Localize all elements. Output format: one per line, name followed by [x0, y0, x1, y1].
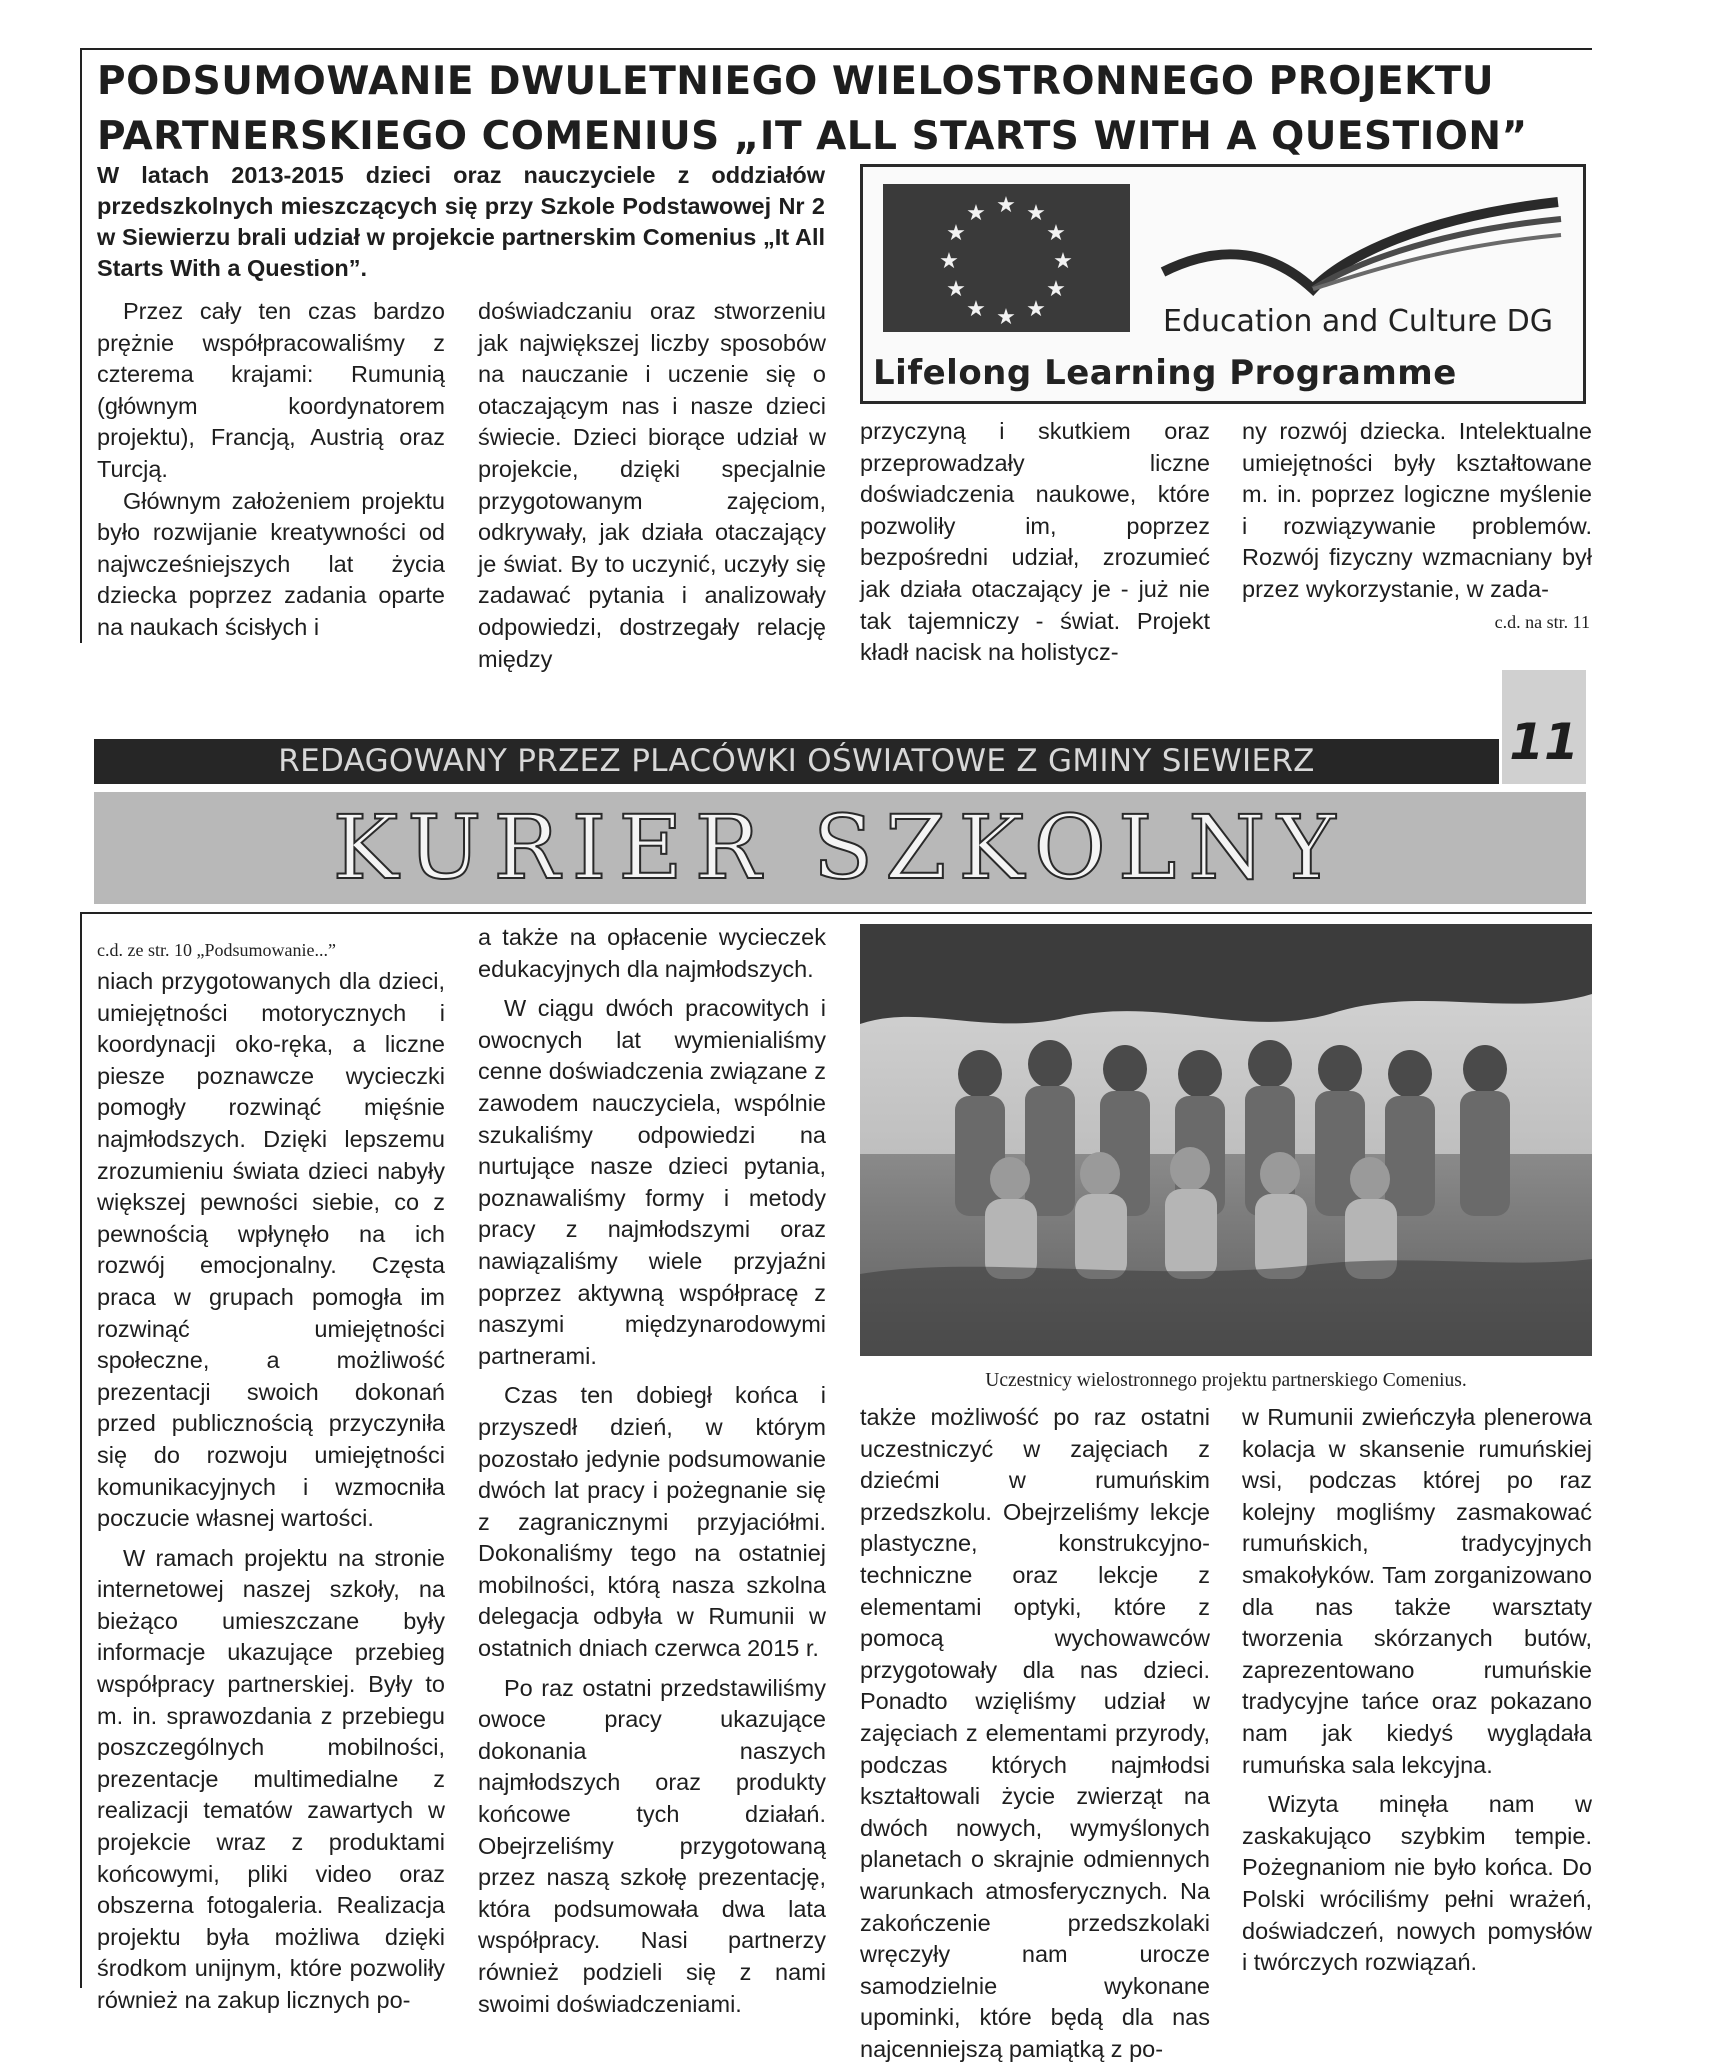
masthead-banner: REDAGOWANY PRZEZ PLACÓWKI OŚWIATOWE Z GMINY SIEWIERZ — [94, 739, 1499, 784]
svg-text:★: ★ — [1026, 201, 1046, 226]
paragraph: a także na opłacenie wycieczek edukacyjnych dla najmłodszych. — [478, 924, 826, 982]
svg-text:★: ★ — [1053, 249, 1073, 274]
top-column-1 — [97, 296, 445, 641]
bottom-column-4 — [1242, 1402, 1592, 1988]
svg-text:★: ★ — [996, 305, 1016, 330]
paragraph: także możliwość po raz ostatni uczestniczyć w zajęciach z dziećmi w rumuńskim przedszkolu. Obejrzeliśmy lekcje plastyczne, konstrukcyjno-techniczne oraz lekcje z elementami optyki, które z pomocą wychowawców przygotowały dla nas dzieci. Ponadto wzięliśmy udział w zajęciach z elementami przyrody, podczas których najmłodsi kształtowali życie zwierząt na dwóch nowych, wymyślonych planetach o skrajnie odmiennych warunkach atmosferycznych. Na zakończenie przedszkolaki wręczyły nam urocze samodzielnie wykonane upominki, które będą dla nas najcenniejszą pamiątką z po- — [860, 1404, 1210, 2062]
svg-text:★: ★ — [966, 201, 986, 226]
paragraph: Czas ten dobiegł końca i przyszedł dzień, w którym pozostało jedynie podsumowanie dwóch lat pracy i pożegnanie się z zagranicznymi przyjaciółmi. Dokonaliśmy tego na ostatniej mobilności, którą nasza szkolna delegacja odbyła w Rumunii w ostatnich dniach czerwca 2015 r. — [478, 1382, 826, 1662]
bottom-column-3 — [860, 1402, 1210, 2062]
paragraph: W ramach projektu na stronie internetowej naszej szkoły, na bieżąco umieszczane były informacje ukazujące przebieg współpracy partnerskiej. Były to m. in. sprawozdania z przebiegu poszczególnych mobilności, prezentacje multimedialne z realizacji tematów zawartych w projekcie wraz z produktami końcowymi, pliki video oraz obszerna fotogaleria. Realizacja projektu była możliwa dzięki środkom unijnym, które pozwoliły również na zakup licznych po- — [97, 1544, 445, 2013]
svg-text:★: ★ — [966, 297, 986, 322]
bottom-column-2 — [478, 922, 826, 2017]
svg-text:★: ★ — [946, 277, 966, 302]
top-frame-left-rule — [80, 48, 82, 643]
eu-education-culture-logo — [860, 164, 1586, 404]
continued-from-note: c.d. ze str. 10 „Podsumowanie...” — [97, 940, 336, 960]
paragraph: przyczyną i skutkiem oraz przeprowadzały liczne doświadczenia naukowe, które pozwoliły im, poprzez bezpośredni udział, zrozumieć jak działa otaczający je - już nie tak tajemniczy - świat. Projekt kładł nacisk na holistycz- — [860, 418, 1210, 666]
group-photo — [860, 924, 1592, 1356]
paragraph: Wizyta minęła nam w zaskakująco szybkim tempie. Pożegnaniom nie było końca. Do Polski wróciliśmy pełni wrażeń, doświadczeń, nowych pomysłów i twórczych rozwiązań. — [1242, 1791, 1592, 1976]
eu-flag-icon — [883, 184, 1130, 332]
paragraph: Po raz ostatni przedstawiliśmy owoce pracy ukazujące dokonania naszych najmłodszych oraz produkty końcowe tych działań. Obejrzeliśmy przygotowaną przez naszą szkołę prezentację, która podsumowała dwa lata współpracy. Nasi partnerzy również podzieli się z nami swoimi doświadczeniami. — [478, 1674, 826, 2017]
paragraph: ny rozwój dziecka. Intelektualne umiejętności były kształtowane m. in. poprzez logiczne myślenie i rozwiązywanie problemów. Rozwój fizyczny wzmacniany był przez wykorzystanie, w zada- — [1242, 418, 1592, 602]
paragraph: w Rumunii zwieńczyła plenerowa kolacja w skansenie rumuńskiej wsi, podczas której po raz kolejny mogliśmy zasmakować rumuńskich, tradycyjnych smakołyków. Tam zorganizowano dla nas także warsztaty tworzenia skórzanych butów, zaprezentowano rumuńskie tradycyjne tańce oraz pokazano nam jak kiedyś wyglądała rumuńska sala lekcyjna. — [1242, 1404, 1592, 1778]
bottom-frame-rule — [80, 912, 1592, 914]
headline-line-1: PODSUMOWANIE DWULETNIEGO WIELOSTRONNEGO PROJEKTU — [97, 59, 1495, 104]
svg-text:★: ★ — [1026, 297, 1046, 322]
headline-line-2: PARTNERSKIEGO COMENIUS „IT ALL STARTS WITH A QUESTION” — [97, 114, 1528, 159]
logo-llp-text: Lifelong Learning Programme — [873, 353, 1457, 393]
llp-swoosh-icon — [1163, 197, 1563, 307]
paragraph: Głównym założeniem projektu było rozwijanie kreatywności od najwcześniejszych lat życia dziecka poprzez zadania oparte na naukach ścisłych i — [97, 487, 445, 640]
top-frame-rule — [80, 48, 1592, 50]
paragraph: Przez cały ten czas bardzo prężnie współpracowaliśmy z czterema krajami: Rumunią (głównym koordynatorem projektu), Francją, Austrią oraz Turcją. — [97, 298, 445, 482]
paragraph: niach przygotowanych dla dzieci, umiejętności motorycznych i koordynacji oko-ręka, a liczne piesze poznawcze wycieczki pomogły rozwinąć mięśnie najmłodszych. Dzięki lepszemu zrozumieniu świata dzieci nabyły większej pewności siebie, co z pewnością wpłynęło na ich rozwój emocjonalny. Częsta praca w grupach pomogła im rozwinąć umiejętności społeczne, a możliwość prezentacji swoich dokonań przed publicznością przyczyniła się do rozwoju umiejętności komunikacyjnych i wzmocniła poczucie własnej wartości. — [97, 968, 445, 1532]
svg-text:★: ★ — [939, 249, 959, 274]
photo-caption: Uczestnicy wielostronnego projektu partnerskiego Comenius. — [985, 1370, 1467, 1391]
article-headline — [97, 54, 1577, 164]
bottom-frame-left-rule — [80, 912, 82, 1988]
masthead-title: KURIER SZKOLNY — [332, 796, 1348, 899]
bottom-column-1 — [97, 966, 445, 2013]
continued-note: c.d. na str. 11 — [1494, 612, 1590, 632]
svg-text:★: ★ — [996, 193, 1016, 218]
paragraph: doświadczaniu oraz stworzeniu jak największej liczby sposobów na nauczanie i uczenie się o otaczającym nas i nasze dzieci świecie. Dzieci biorące udział w projekcie, dzięki specjalnie przygotowanym zajęciom, odkrywały, jak działa otaczający je świat. By to uczynić, uczyły się zadawać pytania i analizowały odpowiedzi, dostrzegały relację między — [478, 298, 826, 672]
page-number: 11 — [1509, 713, 1579, 771]
top-column-4 — [1242, 416, 1592, 606]
paragraph: W ciągu dwóch pracowitych i owocnych lat wymienialiśmy cenne doświadczenia związane z zawodem nauczyciela, wspólnie szukaliśmy odpowiedzi na nurtujące nasze dzieci pytania, poznawaliśmy formy i metody pracy z najmłodszymi oraz nawiązaliśmy wiele przyjaźni poprzez aktywną współpracę z naszymi międzynarodowymi partnerami. — [478, 995, 826, 1369]
svg-text:★: ★ — [1046, 277, 1066, 302]
article-lead: W latach 2013-2015 dzieci oraz nauczyciele z oddziałów przedszkolnych mieszczących się przy Szkole Podstawowej Nr 2 w Siewierzu brali udział w projekcie partnerskim Comenius „It All Starts With a Question”. — [97, 162, 825, 281]
svg-text:★: ★ — [1046, 221, 1066, 246]
top-column-3 — [860, 416, 1210, 666]
logo-dg-text: Education and Culture DG — [1163, 304, 1553, 339]
top-column-2 — [478, 296, 826, 672]
svg-text:★: ★ — [946, 221, 966, 246]
